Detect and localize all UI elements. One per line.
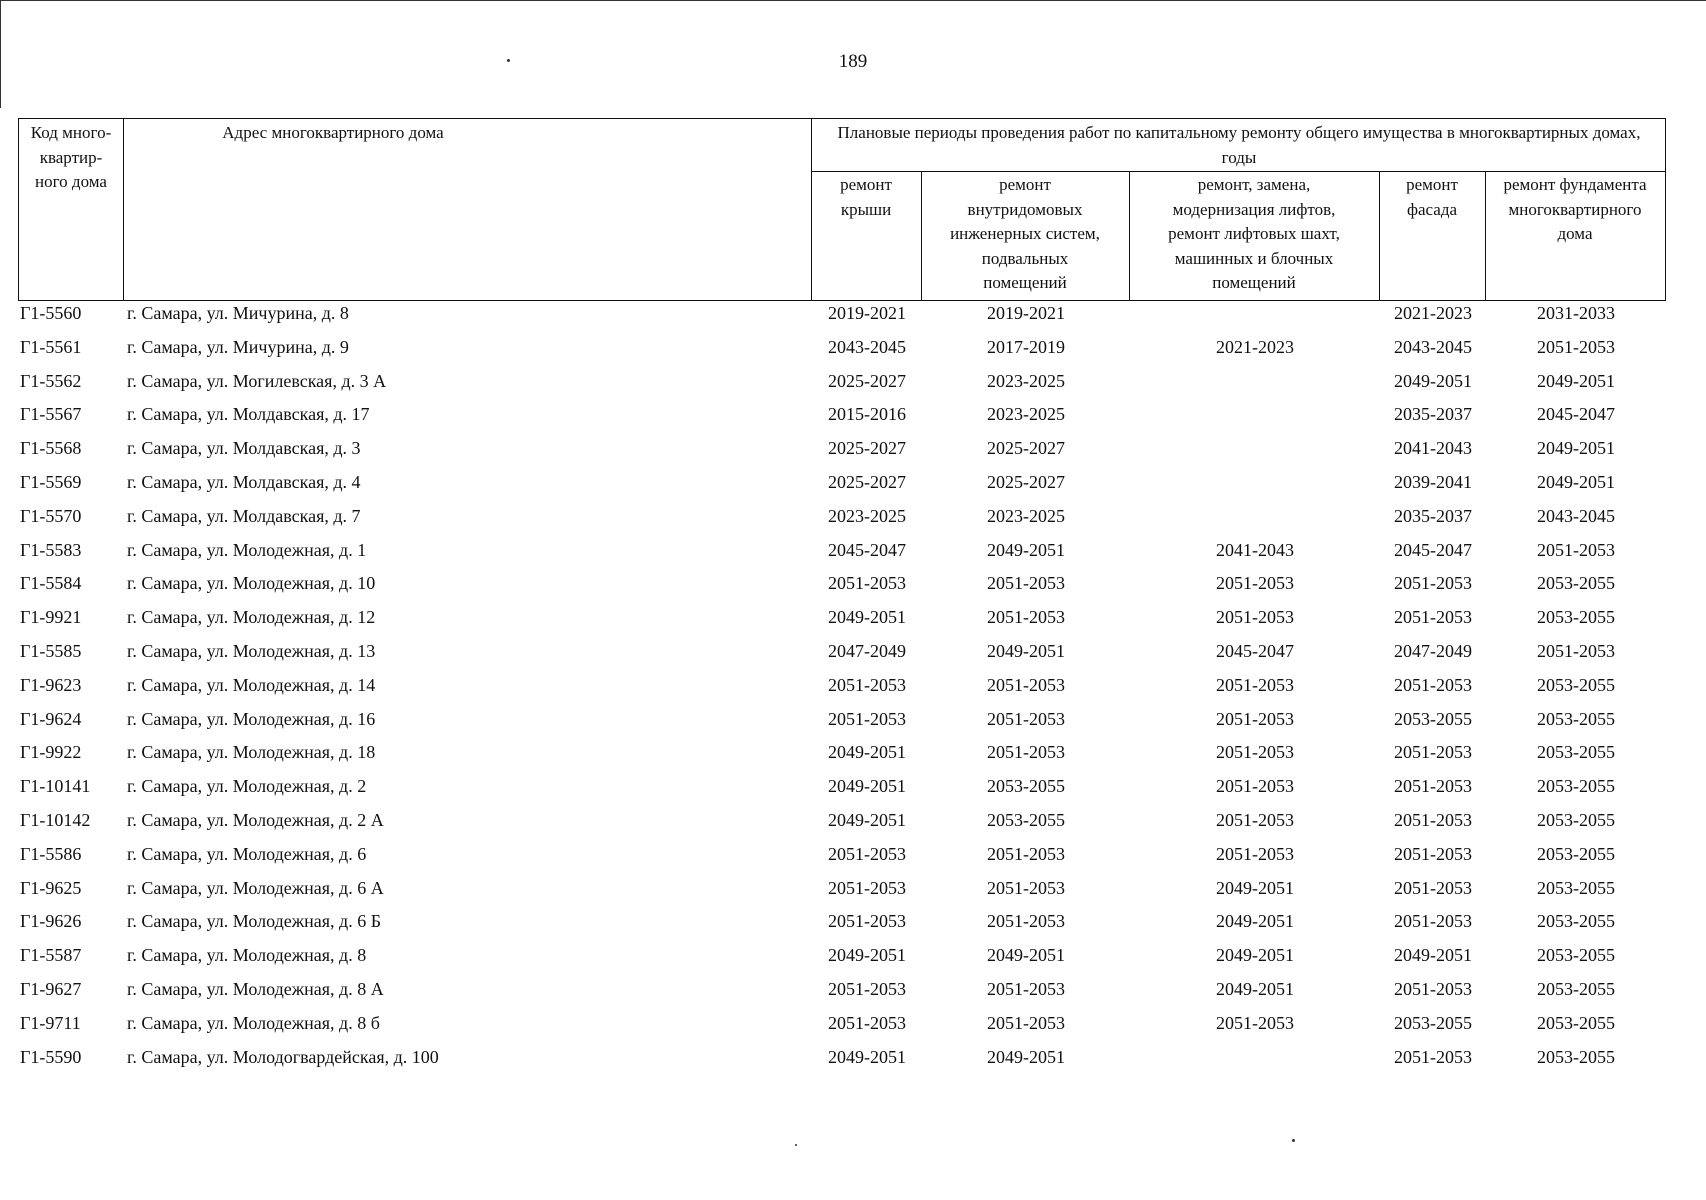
cell-engineering: 2025-2027 bbox=[987, 438, 1065, 459]
cell-code: Г1-5583 bbox=[20, 539, 82, 560]
header-foundation: ремонт фундамента многоквартирного дома bbox=[1503, 175, 1647, 243]
cell-address: г. Самара, ул. Мичурина, д. 9 bbox=[127, 336, 349, 357]
table-row bbox=[0, 604, 1706, 638]
table-row bbox=[0, 739, 1706, 773]
cell-foundation: 2053-2055 bbox=[1537, 708, 1615, 729]
cell-roof: 2049-2051 bbox=[828, 742, 906, 763]
cell-engineering: 2051-2053 bbox=[987, 573, 1065, 594]
header-lift: ремонт, замена, модернизация лифтов, ремонт лифтовых шахт, машинных и блочных помещений bbox=[1168, 175, 1340, 292]
cell-roof: 2049-2051 bbox=[828, 810, 906, 830]
cell-code: Г1-5570 bbox=[20, 505, 82, 526]
cell-facade: 2051-2053 bbox=[1394, 776, 1472, 797]
cell-lift: 2051-2053 bbox=[1216, 776, 1294, 797]
cell-facade: 2039-2041 bbox=[1394, 472, 1472, 492]
cell-facade: 2051-2053 bbox=[1394, 911, 1472, 932]
table-row bbox=[0, 875, 1706, 909]
cell-address: г. Самара, ул. Мичурина, д. 8 bbox=[127, 303, 349, 323]
cell-foundation: 2053-2055 bbox=[1537, 810, 1615, 830]
cell-engineering: 2053-2055 bbox=[987, 776, 1065, 797]
cell-address: г. Самара, ул. Молодежная, д. 2 bbox=[127, 776, 367, 797]
cell-code: Г1-5584 bbox=[20, 573, 82, 594]
cell-address: г. Самара, ул. Молодежная, д. 8 б bbox=[127, 1012, 380, 1033]
page-number: 189 bbox=[838, 51, 868, 72]
cell-roof: 2019-2021 bbox=[828, 303, 906, 323]
cell-engineering: 2049-2051 bbox=[987, 641, 1065, 661]
cell-facade: 2053-2055 bbox=[1394, 1012, 1472, 1033]
cell-foundation: 2053-2055 bbox=[1537, 573, 1615, 594]
cell-facade: 2049-2051 bbox=[1394, 370, 1472, 391]
cell-code: Г1-10142 bbox=[20, 810, 91, 830]
cell-engineering: 2017-2019 bbox=[987, 336, 1065, 357]
cell-address: г. Самара, ул. Молодежная, д. 16 bbox=[127, 708, 376, 729]
header-facade: ремонт фасада bbox=[1406, 175, 1458, 219]
table-row bbox=[0, 706, 1706, 740]
table-row bbox=[0, 401, 1706, 435]
table-row bbox=[0, 908, 1706, 942]
cell-foundation: 2053-2055 bbox=[1537, 979, 1615, 999]
cell-engineering: 2051-2053 bbox=[987, 708, 1065, 729]
cell-engineering: 2049-2051 bbox=[987, 1046, 1065, 1067]
cell-engineering: 2051-2053 bbox=[987, 607, 1065, 628]
cell-engineering: 2051-2053 bbox=[987, 911, 1065, 932]
cell-foundation: 2051-2053 bbox=[1537, 539, 1615, 560]
table-row bbox=[0, 368, 1706, 402]
cell-foundation: 2053-2055 bbox=[1537, 674, 1615, 695]
table-row bbox=[0, 773, 1706, 807]
cell-lift: 2049-2051 bbox=[1216, 877, 1294, 898]
cell-address: г. Самара, ул. Могилевская, д. 3 А bbox=[127, 370, 387, 391]
cell-roof: 2051-2053 bbox=[828, 911, 906, 932]
cell-lift: 2051-2053 bbox=[1216, 843, 1294, 864]
table-row bbox=[0, 672, 1706, 706]
cell-facade: 2051-2053 bbox=[1394, 674, 1472, 695]
cell-code: Г1-5590 bbox=[20, 1046, 82, 1067]
cell-foundation: 2053-2055 bbox=[1537, 776, 1615, 797]
cell-foundation: 2053-2055 bbox=[1537, 877, 1615, 898]
cell-address: г. Самара, ул. Молодежная, д. 18 bbox=[127, 742, 376, 763]
cell-code: Г1-5568 bbox=[20, 438, 82, 459]
cell-code: Г1-5587 bbox=[20, 945, 82, 966]
cell-code: Г1-9921 bbox=[20, 607, 82, 628]
cell-address: г. Самара, ул. Молодежная, д. 12 bbox=[127, 607, 376, 628]
cell-lift: 2051-2053 bbox=[1216, 810, 1294, 830]
cell-code: Г1-5561 bbox=[20, 336, 82, 357]
scan-speck bbox=[1292, 1139, 1295, 1142]
cell-address: г. Самара, ул. Молодежная, д. 6 Б bbox=[127, 911, 382, 932]
cell-engineering: 2051-2053 bbox=[987, 742, 1065, 763]
cell-address: г. Самара, ул. Молдавская, д. 7 bbox=[127, 505, 361, 526]
table-row bbox=[0, 1010, 1706, 1044]
page-frame-top-border bbox=[0, 0, 1706, 1]
cell-roof: 2025-2027 bbox=[828, 438, 906, 459]
table-row bbox=[0, 570, 1706, 604]
cell-code: Г1-9627 bbox=[20, 979, 82, 999]
table-row bbox=[0, 503, 1706, 537]
cell-foundation: 2049-2051 bbox=[1537, 472, 1615, 492]
cell-engineering: 2019-2021 bbox=[987, 303, 1065, 323]
cell-address: г. Самара, ул. Молодежная, д. 6 bbox=[127, 843, 367, 864]
cell-roof: 2049-2051 bbox=[828, 776, 906, 797]
cell-code: Г1-5562 bbox=[20, 370, 82, 391]
header-code: Код много- квартир- ного дома bbox=[30, 123, 112, 191]
cell-code: Г1-9922 bbox=[20, 742, 82, 763]
cell-facade: 2035-2037 bbox=[1394, 404, 1472, 425]
cell-engineering: 2049-2051 bbox=[987, 539, 1065, 560]
cell-foundation: 2051-2053 bbox=[1537, 641, 1615, 661]
cell-facade: 2053-2055 bbox=[1394, 708, 1472, 729]
cell-address: г. Самара, ул. Молдавская, д. 3 bbox=[127, 438, 361, 459]
cell-address: г. Самара, ул. Молдавская, д. 4 bbox=[127, 472, 361, 492]
cell-facade: 2051-2053 bbox=[1394, 810, 1472, 830]
cell-code: Г1-5586 bbox=[20, 843, 82, 864]
cell-lift: 2041-2043 bbox=[1216, 539, 1294, 560]
cell-roof: 2051-2053 bbox=[828, 877, 906, 898]
cell-foundation: 2049-2051 bbox=[1537, 370, 1615, 391]
cell-roof: 2051-2053 bbox=[828, 674, 906, 695]
table-row bbox=[0, 537, 1706, 571]
cell-code: Г1-5585 bbox=[20, 641, 82, 661]
table-row bbox=[0, 841, 1706, 875]
cell-foundation: 2031-2033 bbox=[1537, 303, 1615, 323]
scan-speck bbox=[795, 1144, 797, 1146]
cell-roof: 2015-2016 bbox=[828, 404, 906, 425]
cell-roof: 2043-2045 bbox=[828, 336, 906, 357]
cell-roof: 2049-2051 bbox=[828, 945, 906, 966]
cell-address: г. Самара, ул. Молодежная, д. 1 bbox=[127, 539, 367, 560]
table-row bbox=[0, 976, 1706, 1010]
cell-code: Г1-9624 bbox=[20, 708, 82, 729]
header-address: Адрес многоквартирного дома bbox=[222, 123, 444, 142]
cell-facade: 2035-2037 bbox=[1394, 505, 1472, 526]
cell-code: Г1-9623 bbox=[20, 674, 82, 695]
cell-facade: 2051-2053 bbox=[1394, 607, 1472, 628]
cell-facade: 2049-2051 bbox=[1394, 945, 1472, 966]
cell-facade: 2051-2053 bbox=[1394, 979, 1472, 999]
cell-facade: 2051-2053 bbox=[1394, 573, 1472, 594]
cell-facade: 2045-2047 bbox=[1394, 539, 1472, 560]
cell-engineering: 2051-2053 bbox=[987, 877, 1065, 898]
cell-roof: 2047-2049 bbox=[828, 641, 906, 661]
cell-roof: 2051-2053 bbox=[828, 843, 906, 864]
cell-lift: 2049-2051 bbox=[1216, 911, 1294, 932]
header-roof: ремонт крыши bbox=[840, 175, 892, 219]
cell-address: г. Самара, ул. Молодежная, д. 8 bbox=[127, 945, 367, 966]
cell-foundation: 2053-2055 bbox=[1537, 1046, 1615, 1067]
cell-facade: 2043-2045 bbox=[1394, 336, 1472, 357]
cell-address: г. Самара, ул. Молдавская, д. 17 bbox=[127, 404, 370, 425]
cell-address: г. Самара, ул. Молодежная, д. 2 А bbox=[127, 810, 384, 830]
cell-foundation: 2049-2051 bbox=[1537, 438, 1615, 459]
cell-code: Г1-5569 bbox=[20, 472, 82, 492]
cell-roof: 2023-2025 bbox=[828, 505, 906, 526]
cell-lift: 2051-2053 bbox=[1216, 708, 1294, 729]
table-row bbox=[0, 469, 1706, 503]
cell-engineering: 2025-2027 bbox=[987, 472, 1065, 492]
cell-address: г. Самара, ул. Молодежная, д. 8 А bbox=[127, 979, 384, 999]
cell-foundation: 2043-2045 bbox=[1537, 505, 1615, 526]
cell-foundation: 2053-2055 bbox=[1537, 742, 1615, 763]
cell-lift: 2021-2023 bbox=[1216, 336, 1294, 357]
cell-code: Г1-9626 bbox=[20, 911, 82, 932]
cell-address: г. Самара, ул. Молодежная, д. 13 bbox=[127, 641, 376, 661]
cell-facade: 2047-2049 bbox=[1394, 641, 1472, 661]
cell-foundation: 2053-2055 bbox=[1537, 911, 1615, 932]
cell-facade: 2051-2053 bbox=[1394, 877, 1472, 898]
table-row bbox=[0, 300, 1706, 334]
cell-foundation: 2053-2055 bbox=[1537, 945, 1615, 966]
cell-roof: 2025-2027 bbox=[828, 472, 906, 492]
cell-address: г. Самара, ул. Молодежная, д. 10 bbox=[127, 573, 376, 594]
cell-roof: 2051-2053 bbox=[828, 573, 906, 594]
header-engineering: ремонт внутридомовых инженерных систем, подвальных помещений bbox=[950, 175, 1100, 292]
cell-facade: 2051-2053 bbox=[1394, 742, 1472, 763]
cell-lift: 2051-2053 bbox=[1216, 742, 1294, 763]
table-row bbox=[0, 435, 1706, 469]
cell-foundation: 2053-2055 bbox=[1537, 1012, 1615, 1033]
cell-lift: 2049-2051 bbox=[1216, 979, 1294, 999]
table-row bbox=[0, 334, 1706, 368]
cell-lift: 2045-2047 bbox=[1216, 641, 1294, 661]
cell-engineering: 2023-2025 bbox=[987, 404, 1065, 425]
cell-engineering: 2049-2051 bbox=[987, 945, 1065, 966]
cell-lift: 2051-2053 bbox=[1216, 607, 1294, 628]
cell-roof: 2045-2047 bbox=[828, 539, 906, 560]
cell-engineering: 2051-2053 bbox=[987, 1012, 1065, 1033]
cell-engineering: 2051-2053 bbox=[987, 674, 1065, 695]
cell-roof: 2049-2051 bbox=[828, 1046, 906, 1067]
cell-address: г. Самара, ул. Молодежная, д. 6 А bbox=[127, 877, 384, 898]
cell-address: г. Самара, ул. Молодежная, д. 14 bbox=[127, 674, 376, 695]
table-header bbox=[18, 118, 1666, 301]
cell-lift: 2051-2053 bbox=[1216, 573, 1294, 594]
cell-engineering: 2053-2055 bbox=[987, 810, 1065, 830]
table-row bbox=[0, 942, 1706, 976]
cell-roof: 2051-2053 bbox=[828, 979, 906, 999]
cell-facade: 2041-2043 bbox=[1394, 438, 1472, 459]
cell-lift: 2051-2053 bbox=[1216, 674, 1294, 695]
header-divider bbox=[123, 119, 124, 300]
cell-lift: 2049-2051 bbox=[1216, 945, 1294, 966]
table-row bbox=[0, 638, 1706, 672]
table-row bbox=[0, 807, 1706, 841]
cell-facade: 2051-2053 bbox=[1394, 1046, 1472, 1067]
cell-facade: 2021-2023 bbox=[1394, 303, 1472, 323]
cell-roof: 2051-2053 bbox=[828, 1012, 906, 1033]
scan-speck bbox=[507, 59, 510, 62]
cell-code: Г1-9625 bbox=[20, 877, 82, 898]
header-periods: Плановые периоды проведения работ по капитальному ремонту общего имущества в многоквартирных домах, годы bbox=[837, 123, 1641, 167]
cell-foundation: 2051-2053 bbox=[1537, 336, 1615, 357]
cell-foundation: 2045-2047 bbox=[1537, 404, 1615, 425]
cell-engineering: 2023-2025 bbox=[987, 370, 1065, 391]
cell-code: Г1-9711 bbox=[20, 1012, 81, 1033]
cell-code: Г1-10141 bbox=[20, 776, 91, 797]
cell-address: г. Самара, ул. Молодогвардейская, д. 100 bbox=[127, 1046, 439, 1067]
cell-facade: 2051-2053 bbox=[1394, 843, 1472, 864]
cell-engineering: 2051-2053 bbox=[987, 979, 1065, 999]
cell-engineering: 2023-2025 bbox=[987, 505, 1065, 526]
cell-code: Г1-5560 bbox=[20, 303, 82, 323]
cell-roof: 2049-2051 bbox=[828, 607, 906, 628]
cell-foundation: 2053-2055 bbox=[1537, 607, 1615, 628]
cell-roof: 2025-2027 bbox=[828, 370, 906, 391]
cell-engineering: 2051-2053 bbox=[987, 843, 1065, 864]
cell-roof: 2051-2053 bbox=[828, 708, 906, 729]
cell-lift: 2051-2053 bbox=[1216, 1012, 1294, 1033]
cell-code: Г1-5567 bbox=[20, 404, 82, 425]
cell-foundation: 2053-2055 bbox=[1537, 843, 1615, 864]
header-divider bbox=[811, 171, 1665, 172]
table-row bbox=[0, 1044, 1706, 1078]
